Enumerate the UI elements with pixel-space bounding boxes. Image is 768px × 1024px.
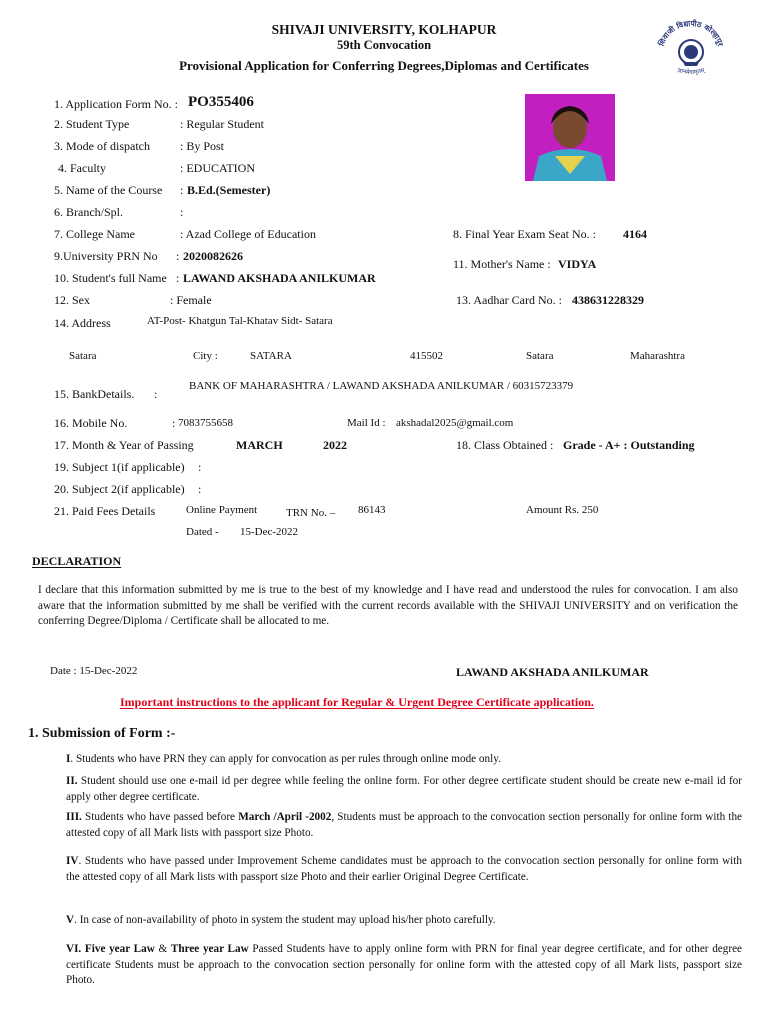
bank-details-colon: : xyxy=(154,387,158,401)
mobile-value: 7083755658 xyxy=(178,417,233,429)
student-name-value: LAWAND AKSHADA ANILKUMAR xyxy=(183,271,376,285)
instruction-6-num: VI. xyxy=(66,943,82,955)
fees-label: 21. Paid Fees Details xyxy=(54,504,156,518)
instruction-6-bold-b: Three year Law xyxy=(170,943,249,955)
passing-label: 17. Month & Year of Passing xyxy=(54,438,194,452)
student-type-value: : Regular Student xyxy=(180,117,264,131)
mobile-colon: : xyxy=(172,416,176,430)
dated-label: Dated - xyxy=(186,526,219,538)
address-district: Satara xyxy=(69,350,97,362)
instruction-1-text: . Students who have PRN they can apply for convocation as per rules through online mode only. xyxy=(70,753,501,765)
instruction-5-text: . In case of non-availability of photo in system the student may upload his/her photo carefully. xyxy=(74,914,496,926)
student-name-colon: : xyxy=(176,271,180,285)
application-form-no-value: PO355406 xyxy=(188,94,254,110)
instruction-1-num: I xyxy=(66,753,71,765)
prn-value: 2020082626 xyxy=(183,249,243,263)
student-name-label: 10. Student's full Name xyxy=(54,271,167,285)
branch-value: : xyxy=(180,205,184,219)
instruction-3-text-b: , Students must be approach to the convocation section personally for online form with the attested copy of all Mark lists with passport size Photo. xyxy=(66,811,742,839)
trn-label: TRN No. – xyxy=(286,507,336,519)
instruction-6-text: Passed Students have to apply online form with PRN for final year degree certificate, and for other degree certificate Students must be approach to the convocation section personally for online form with the attested copy of all Mark lists, passport size Photo. xyxy=(66,943,743,986)
declaration-date: Date : 15-Dec-2022 xyxy=(50,665,138,677)
mail-id-label: Mail Id : xyxy=(347,417,386,429)
subject-1-colon: : xyxy=(198,460,202,474)
course-colon: : xyxy=(180,183,184,197)
instruction-4 xyxy=(66,854,742,885)
document-title: Provisional Application for Conferring Degrees,Diplomas and Certificates xyxy=(179,58,589,73)
course-value: B.Ed.(Semester) xyxy=(187,183,271,197)
instruction-2-num: II. xyxy=(66,775,78,787)
convocation-number: 59th Convocation xyxy=(336,38,432,52)
instructions-heading: Important instructions to the applicant for Regular & Urgent Degree Certificate application. xyxy=(120,695,594,709)
subject-2-colon: : xyxy=(198,482,202,496)
signature-name: LAWAND AKSHADA ANILKUMAR xyxy=(456,665,649,679)
aadhar-label: 13. Aadhar Card No. : xyxy=(456,293,562,307)
address-value: AT-Post- Khatgun Tal-Khatav Sidt- Satara xyxy=(147,315,333,327)
svg-text:शिवाजी विद्यापीठ कोल्हापूर xyxy=(656,19,725,48)
address-pin: 415502 xyxy=(410,350,443,362)
address-city: SATARA xyxy=(250,350,292,362)
branch-label: 6. Branch/Spl. xyxy=(54,205,123,219)
college-name-label: 7. College Name xyxy=(54,227,135,241)
instruction-5-num: V xyxy=(66,914,75,926)
class-obtained-label: 18. Class Obtained : xyxy=(456,438,554,452)
class-obtained-value: Grade - A+ : Outstanding xyxy=(563,438,695,452)
address-label: 14. Address xyxy=(54,316,111,330)
instruction-5 xyxy=(66,913,742,929)
instruction-3 xyxy=(66,810,742,841)
exam-seat-value: 4164 xyxy=(623,227,647,241)
instruction-1 xyxy=(66,752,742,768)
mode-of-dispatch-value: : By Post xyxy=(180,139,225,153)
applicant-photo xyxy=(525,94,615,181)
faculty-value: : EDUCATION xyxy=(180,161,255,175)
prn-label: 9.University PRN No xyxy=(54,249,158,263)
fees-mode: Online Payment xyxy=(186,504,258,516)
declaration-text: I declare that this information submitted by me is true to the best of my knowledge and I have read and understood the rules for convocation. I am also aware that the information submitted by me shall be verified with the current records available with the SHIVAJI UNIVERSITY and on verification the conferring Degree/Diploma / Certificate shall be allocated to me. xyxy=(38,584,738,627)
address-district-2: Satara xyxy=(526,350,554,362)
instruction-4-num: IV xyxy=(66,855,79,867)
student-type-label: 2. Student Type xyxy=(54,117,130,131)
mail-id-value: akshadal2025@gmail.com xyxy=(396,417,514,429)
prn-colon: : xyxy=(176,249,180,263)
faculty-label: 4. Faculty xyxy=(58,161,106,175)
sex-label: 12. Sex xyxy=(54,293,90,307)
submission-section-title: 1. Submission of Form :- xyxy=(28,726,176,741)
logo-top-text: शिवाजी विद्यापीठ कोल्हापूर xyxy=(656,18,726,48)
instruction-3-text-a: Students who have passed before xyxy=(81,811,239,823)
aadhar-value: 438631228329 xyxy=(572,293,644,307)
instruction-6-bold-a: Five year Law xyxy=(81,943,155,955)
application-form-no-label: 1. Application Form No. : xyxy=(54,97,178,111)
mother-name-label: 11. Mother's Name : xyxy=(453,257,551,271)
declaration-heading: DECLARATION xyxy=(32,554,122,568)
course-label: 5. Name of the Course xyxy=(54,183,163,197)
university-name: SHIVAJI UNIVERSITY, KOLHAPUR xyxy=(271,22,497,37)
mode-of-dispatch-label: 3. Mode of dispatch xyxy=(54,139,150,153)
subject-2-label: 20. Subject 2(if applicable) xyxy=(54,482,185,496)
instruction-2-text: Student should use one e-mail id per degree while feeling the online form. For other degree certificate student should be create new e-mail id for apply other degree certificate. xyxy=(66,775,742,803)
instruction-4-text: . Students who have passed under Improvement Scheme candidates must be approach to the convocation section personally for online form with the attested copy of all Mark lists with passport size Photo and their earlier Original Degree Certificate. xyxy=(66,855,742,883)
passing-month: MARCH xyxy=(236,438,283,452)
svg-text:ज्ञानमेवामृतम् xyxy=(677,67,706,76)
instruction-6-amp: & xyxy=(154,943,171,955)
instruction-3-bold: March /April -2002 xyxy=(238,811,332,823)
university-logo xyxy=(655,18,727,80)
mobile-label: 16. Mobile No. xyxy=(54,416,128,430)
bank-details-value: BANK OF MAHARASHTRA / LAWAND AKSHADA ANILKUMAR / 60315723379 xyxy=(189,380,574,392)
subject-1-label: 19. Subject 1(if applicable) xyxy=(54,460,185,474)
address-state: Maharashtra xyxy=(630,350,685,362)
instruction-2 xyxy=(66,774,742,805)
college-name-value: : Azad College of Education xyxy=(180,227,316,241)
amount-label: Amount Rs. 250 xyxy=(526,504,599,516)
dated-value: 15-Dec-2022 xyxy=(240,526,299,538)
logo-bottom-text: ज्ञानमेवामृतम् xyxy=(676,66,706,77)
trn-value: 86143 xyxy=(358,504,386,516)
passing-year: 2022 xyxy=(323,438,347,452)
address-city-label: City : xyxy=(193,350,218,362)
mother-name-value: VIDYA xyxy=(558,257,597,271)
exam-seat-label: 8. Final Year Exam Seat No. : xyxy=(453,227,596,241)
sex-value: : Female xyxy=(170,293,212,307)
instruction-6 xyxy=(66,942,742,989)
bank-details-label: 15. BankDetails. xyxy=(54,387,135,401)
instruction-3-num: III. xyxy=(66,811,82,823)
